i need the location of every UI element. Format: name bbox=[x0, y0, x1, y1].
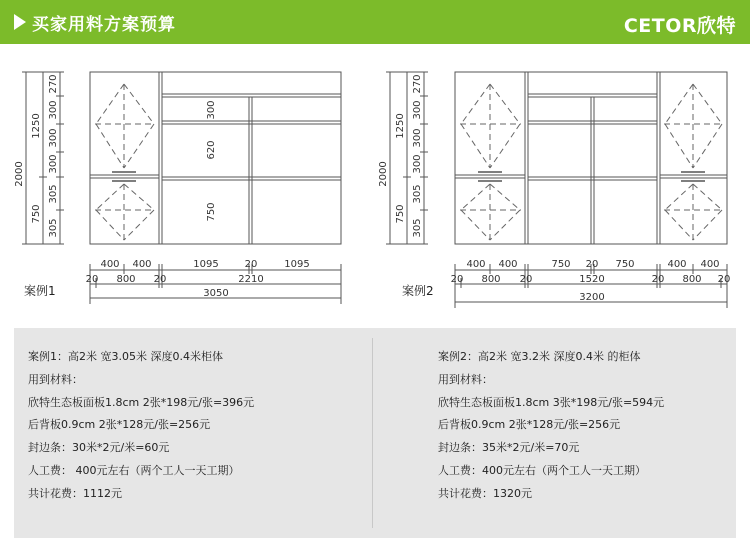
dim-c2-row-270: 270 bbox=[412, 74, 423, 94]
case2-cost-list bbox=[438, 346, 664, 506]
dim-c1-shelf-620: 620 bbox=[206, 140, 217, 160]
dim-c2-mid-800a: 800 bbox=[481, 274, 501, 285]
cabinet-drawings bbox=[0, 44, 750, 326]
dim-c2-row-305a: 305 bbox=[412, 184, 423, 204]
case2-line-total: 共计花费：1320元 bbox=[438, 486, 532, 500]
case1-line-total: 共计花费：1112元 bbox=[28, 486, 122, 500]
dim-c1-row-270: 270 bbox=[48, 74, 59, 94]
dim-c2-mid-20a: 20 bbox=[450, 274, 464, 285]
case2-line-edging: 封边条：35米*2元/米=70元 bbox=[438, 441, 580, 455]
dim-c2-lower-height: 750 bbox=[395, 204, 406, 224]
dim-c1-mid-800: 800 bbox=[116, 274, 136, 285]
dim-c1-mid-20b: 20 bbox=[153, 274, 167, 285]
panel-divider bbox=[372, 338, 373, 528]
dim-c2-total-width: 3200 bbox=[579, 292, 605, 303]
play-triangle-icon bbox=[14, 14, 26, 30]
dim-c2-row-300c: 300 bbox=[412, 154, 423, 174]
header-bar bbox=[0, 0, 750, 44]
page-title: 买家用料方案预算 bbox=[32, 15, 176, 35]
case2-line-labor: 人工费：400元左右（两个工人一天工期） bbox=[438, 463, 646, 477]
dim-c1-row-300a: 300 bbox=[48, 100, 59, 120]
dim-c2-top-400c: 400 bbox=[667, 259, 687, 270]
dim-c1-mid-2210: 2210 bbox=[238, 274, 264, 285]
dim-c1-top-400a: 400 bbox=[100, 259, 120, 270]
case1-line-labor: 人工费： 400元左右（两个工人一天工期） bbox=[28, 463, 240, 477]
dim-c1-upper-height: 1250 bbox=[31, 113, 42, 139]
case2-line-backboard: 后背板0.9cm 2张*128元/张=256元 bbox=[438, 418, 621, 432]
case1-line-backboard: 后背板0.9cm 2张*128元/张=256元 bbox=[28, 418, 211, 432]
case1-line-title: 案例1：高2米 宽3.05米 深度0.4米柜体 bbox=[28, 350, 223, 363]
dim-c1-row-300b: 300 bbox=[48, 128, 59, 148]
case1-line-materials: 用到材料： bbox=[28, 372, 83, 386]
case2-line-panel: 欣特生态板面板1.8cm 3张*198元/张=594元 bbox=[438, 395, 665, 409]
dim-c1-total-width: 3050 bbox=[203, 288, 229, 299]
dim-c2-top-20: 20 bbox=[585, 259, 599, 270]
dim-c2-upper-height: 1250 bbox=[395, 113, 406, 139]
dim-c1-lower-height: 750 bbox=[31, 204, 42, 224]
dim-c2-top-400d: 400 bbox=[700, 259, 720, 270]
dim-c2-top-400a: 400 bbox=[466, 259, 486, 270]
dim-c2-top-400b: 400 bbox=[498, 259, 518, 270]
dim-c1-total-height: 2000 bbox=[14, 161, 25, 187]
dim-c1-top-20: 20 bbox=[244, 259, 258, 270]
case1-cost-list bbox=[28, 346, 254, 506]
dim-c1-top-1095b: 1095 bbox=[284, 259, 310, 270]
case1-line-edging: 封边条：30米*2元/米=60元 bbox=[28, 441, 170, 455]
dim-c1-row-305b: 305 bbox=[48, 218, 59, 238]
brand-logo: CETOR欣特 bbox=[623, 15, 736, 37]
dim-c2-top-750a: 750 bbox=[551, 259, 571, 270]
dim-c1-row-305a: 305 bbox=[48, 184, 59, 204]
dim-c2-mid-20d: 20 bbox=[717, 274, 731, 285]
dim-c1-top-400b: 400 bbox=[132, 259, 152, 270]
dim-c1-shelf-750: 750 bbox=[206, 202, 217, 222]
dim-c2-top-750b: 750 bbox=[615, 259, 635, 270]
dim-c1-top-1095a: 1095 bbox=[193, 259, 219, 270]
dim-c1-row-300c: 300 bbox=[48, 154, 59, 174]
dim-c2-total-height: 2000 bbox=[378, 161, 389, 187]
dim-c2-mid-20b: 20 bbox=[519, 274, 533, 285]
case1-line-panel: 欣特生态板面板1.8cm 2张*198元/张=396元 bbox=[28, 395, 255, 409]
case1-label: 案例1 bbox=[24, 284, 56, 298]
dim-c2-row-305b: 305 bbox=[412, 218, 423, 238]
dim-c2-mid-1520: 1520 bbox=[579, 274, 605, 285]
dim-c1-mid-20: 20 bbox=[85, 274, 99, 285]
dim-c2-row-300b: 300 bbox=[412, 128, 423, 148]
dim-c1-shelf-300: 300 bbox=[206, 100, 217, 120]
dim-c2-mid-20c: 20 bbox=[651, 274, 665, 285]
dim-c2-row-300a: 300 bbox=[412, 100, 423, 120]
case2-label: 案例2 bbox=[402, 284, 434, 298]
dim-c2-mid-800b: 800 bbox=[682, 274, 702, 285]
case2-line-materials: 用到材料： bbox=[438, 372, 493, 386]
case2-line-title: 案例2：高2米 宽3.2米 深度0.4米 的柜体 bbox=[438, 350, 641, 363]
